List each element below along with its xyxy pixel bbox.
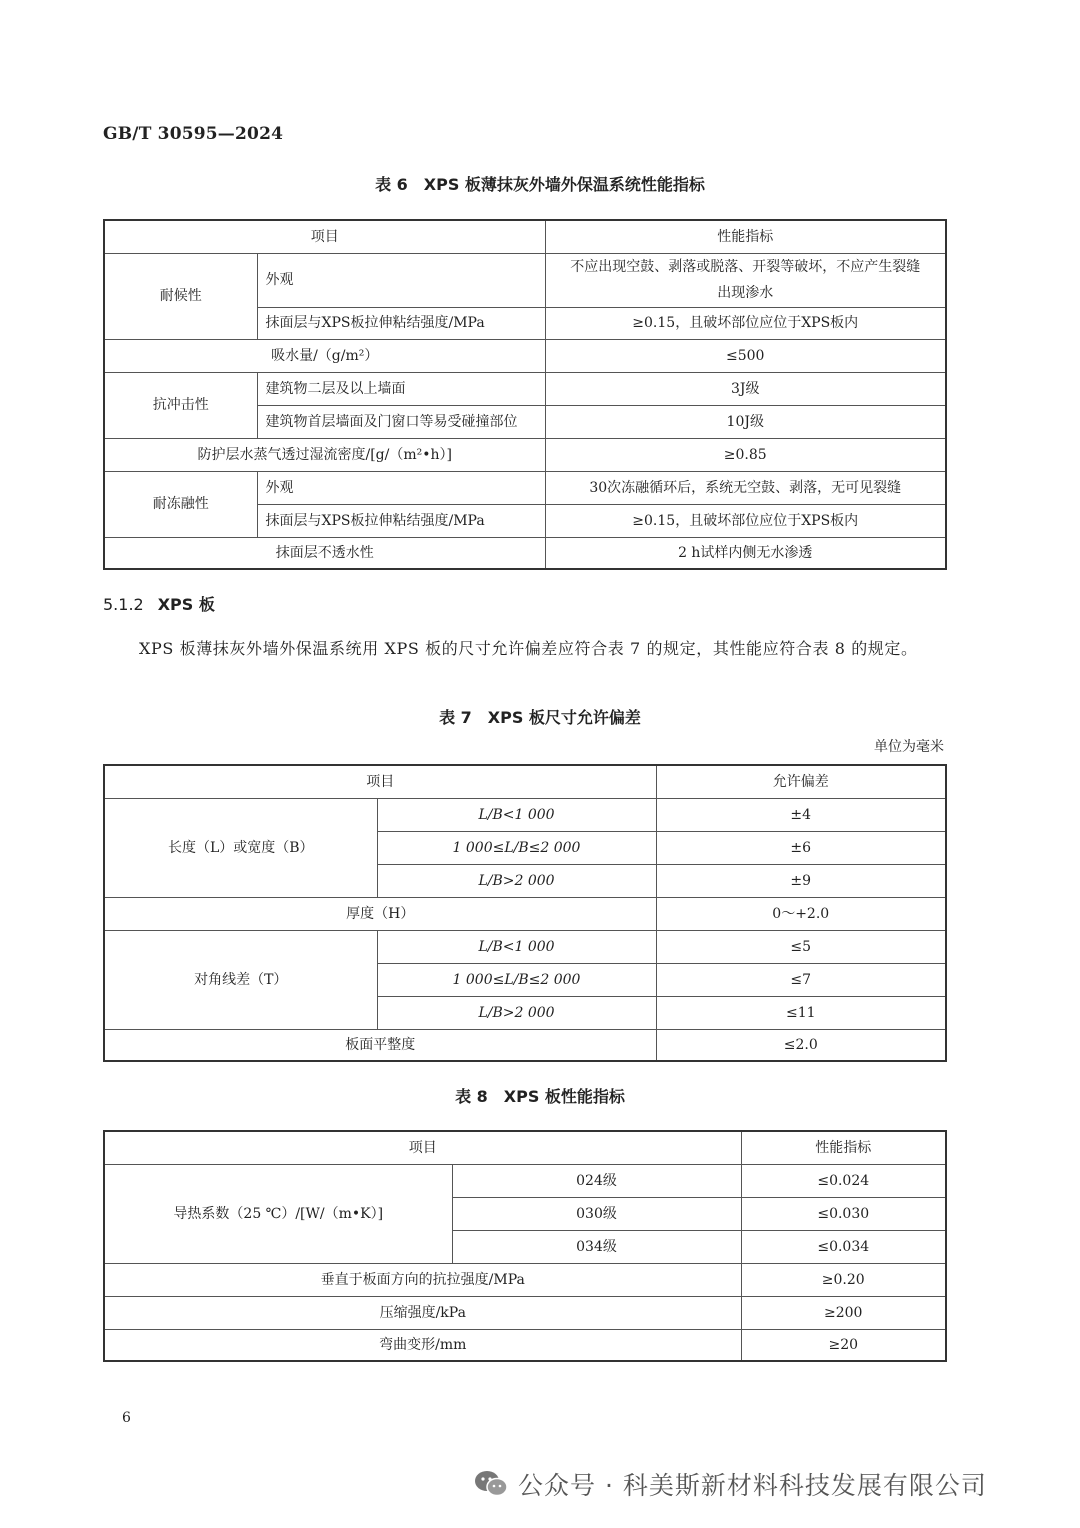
thickness-label: 厚度（H）: [104, 897, 656, 930]
thermal-grade-1: 024级: [452, 1164, 741, 1197]
flatness-label: 板面平整度: [104, 1029, 656, 1061]
thickness-value: 0～+2.0: [656, 897, 946, 930]
weather-appearance-value-line1: 不应出现空鼓、剥落或脱落、开裂等破坏，不应产生裂缝: [570, 259, 921, 275]
diagonal-value-1: ≤5: [656, 930, 946, 963]
impact-ground-value: 10J级: [545, 405, 946, 438]
table7: [103, 764, 947, 1062]
impact-upper-value: 3J级: [545, 372, 946, 405]
page-number: 6: [122, 1410, 131, 1426]
length-label: 长度（L）或宽度（B）: [104, 798, 377, 897]
freeze-bond: 抹面层与XPS板拉伸粘结强度/MPa: [257, 504, 545, 537]
length-value-1: ±4: [656, 798, 946, 831]
absorb-value: ≤500: [545, 339, 946, 372]
freeze-appearance: 外观: [257, 471, 545, 504]
weather-bond: 抹面层与XPS板拉伸粘结强度/MPa: [257, 307, 545, 339]
length-value-3: ±9: [656, 864, 946, 897]
impact-upper: 建筑物二层及以上墙面: [257, 372, 545, 405]
length-value-2: ±6: [656, 831, 946, 864]
tensile-value: ≥0.20: [741, 1263, 946, 1296]
section-title: XPS 板: [157, 595, 215, 614]
thermal-value-1: ≤0.024: [741, 1164, 946, 1197]
vapor-value: ≥0.85: [545, 438, 946, 471]
section-number: 5.1.2: [103, 595, 144, 614]
waterproof-label: 抹面层不透水性: [104, 537, 545, 569]
table8-caption: 表 8 XPS 板性能指标: [455, 1087, 625, 1106]
weather-appearance: 外观: [257, 253, 545, 307]
freeze-label: 耐冻融性: [104, 471, 257, 537]
thermal-value-2: ≤0.030: [741, 1197, 946, 1230]
length-cond-2: 1 000≤L/B≤2 000: [377, 831, 656, 864]
table8-head-item: 项目: [104, 1131, 741, 1164]
flatness-value: ≤2.0: [656, 1029, 946, 1061]
diagonal-value-3: ≤11: [656, 996, 946, 1029]
table6: [103, 219, 947, 570]
diagonal-cond-2: 1 000≤L/B≤2 000: [377, 963, 656, 996]
standard-code: GB/T 30595—2024: [103, 124, 284, 144]
table7-caption: 表 7 XPS 板尺寸允许偏差: [439, 708, 641, 727]
bending-label: 弯曲变形/mm: [104, 1329, 741, 1361]
tensile-label: 垂直于板面方向的抗拉强度/MPa: [104, 1263, 741, 1296]
section-paragraph: XPS 板薄抹灰外墙外保温系统用 XPS 板的尺寸允许偏差应符合表 7 的规定，其性能应符合表 8 的规定。: [139, 639, 918, 658]
footer-text: 公众号 · 科美斯新材料科技发展有限公司: [518, 1471, 987, 1500]
length-cond-1: L/B<1 000: [377, 798, 656, 831]
compress-value: ≥200: [741, 1296, 946, 1329]
footer-watermark: [474, 1466, 987, 1502]
diagonal-cond-3: L/B>2 000: [377, 996, 656, 1029]
wechat-icon: [474, 1470, 508, 1498]
table7-head-value: 允许偏差: [656, 765, 946, 798]
table6-caption: 表 6 XPS 板薄抹灰外墙外保温系统性能指标: [375, 175, 705, 194]
table6-head-item: 项目: [104, 220, 545, 253]
weather-appearance-value-line2: 出现渗水: [717, 285, 774, 301]
length-cond-3: L/B>2 000: [377, 864, 656, 897]
compress-label: 压缩强度/kPa: [104, 1296, 741, 1329]
absorb-label: 吸水量/（g/m²）: [104, 339, 545, 372]
waterproof-value: 2 h试样内侧无水渗透: [545, 537, 946, 569]
weather-appearance-value: [545, 253, 946, 307]
diagonal-value-2: ≤7: [656, 963, 946, 996]
thermal-value-3: ≤0.034: [741, 1230, 946, 1263]
bending-value: ≥20: [741, 1329, 946, 1361]
table8-head-value: 性能指标: [741, 1131, 946, 1164]
weather-label: 耐候性: [104, 253, 257, 339]
freeze-bond-value: ≥0.15，且破坏部位应位于XPS板内: [545, 504, 946, 537]
thermal-label: 导热系数（25 ℃）/[W/（m•K）]: [104, 1164, 452, 1263]
freeze-appearance-value: 30次冻融循环后，系统无空鼓、剥落，无可见裂缝: [545, 471, 946, 504]
section-heading: [103, 592, 215, 615]
thermal-grade-2: 030级: [452, 1197, 741, 1230]
weather-bond-value: ≥0.15，且破坏部位应位于XPS板内: [545, 307, 946, 339]
thermal-grade-3: 034级: [452, 1230, 741, 1263]
table8: [103, 1130, 947, 1362]
impact-label: 抗冲击性: [104, 372, 257, 438]
diagonal-cond-1: L/B<1 000: [377, 930, 656, 963]
impact-ground: 建筑物首层墙面及门窗口等易受碰撞部位: [257, 405, 545, 438]
table7-head-item: 项目: [104, 765, 656, 798]
vapor-label: 防护层水蒸气透过湿流密度/[g/（m²•h）]: [104, 438, 545, 471]
table7-unit: 单位为毫米: [874, 739, 944, 755]
diagonal-label: 对角线差（T）: [104, 930, 377, 1029]
table6-head-value: 性能指标: [545, 220, 946, 253]
